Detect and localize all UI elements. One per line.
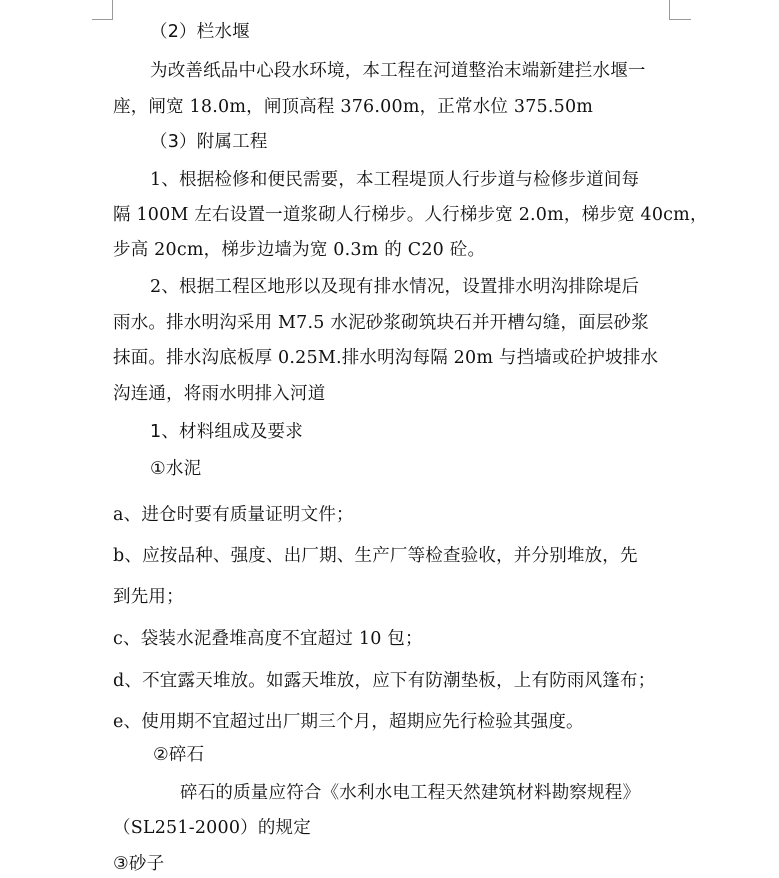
paragraph-2-line-2: 雨水。排水明沟采用 M7.5 水泥砂浆砌筑块石并开槽勾缝，面层砂浆 [113,313,649,333]
gravel-text-line-2: （SL251-2000）的规定 [113,818,311,838]
cement-item-d: d、不宜露天堆放。如露天堆放，应下有防潮垫板，上有防雨风篷布； [113,671,656,691]
materials-heading: 1、材料组成及要求 [150,422,303,442]
cement-item-e: e、使用期不宜超过出厂期三个月，超期应先行检验其强度。 [113,712,584,732]
paragraph-2-line-4: 沟连通，将雨水明排入河道 [113,384,326,404]
paragraph-1-line-2: 隔 100M 左右设置一道浆砌人行梯步。人行梯步宽 2.0m，梯步宽 40cm， [113,205,708,225]
gravel-text-line-1: 碎石的质量应符合《水利水电工程天然建筑材料勘察规程》 [180,783,641,803]
paragraph-2-line-1: 2、根据工程区地形以及现有排水情况，设置排水明沟排除堤后 [150,277,640,297]
crop-mark-top-right [669,0,670,20]
paragraph-weir-line-2: 座，闸宽 18.0m，闸顶高程 376.00m，正常水位 375.50m [113,97,594,117]
section-heading-weir: （2）栏水堰 [150,22,250,42]
crop-mark-top-left [92,19,112,20]
paragraph-2-line-3: 抹面。排水沟底板厚 0.25M.排水明沟每隔 20m 与挡墙或砼护坡排水 [113,348,659,368]
section-heading-ancillary: （3）附属工程 [150,132,268,152]
crop-mark-top-right [669,19,691,20]
cement-heading: ①水泥 [150,459,202,479]
cement-item-c: c、袋装水泥叠堆高度不宜超过 10 包； [113,629,423,649]
paragraph-weir-line-1: 为改善纸品中心段水环境，本工程在河道整治末端新建拦水堰一 [150,61,646,81]
sand-heading: ③砂子 [113,854,165,874]
paragraph-1-line-1: 1、根据检修和便民需要，本工程堤顶人行步道与检修步道间每 [150,170,640,190]
crop-mark-top-left [112,0,113,20]
gravel-heading: ②碎石 [153,745,205,765]
cement-item-b-line-2: 到先用； [113,587,184,607]
paragraph-1-line-3: 步高 20cm，梯步边墙为宽 0.3m 的 C20 砼。 [113,240,486,260]
cement-item-a: a、进仓时要有质量证明文件； [113,505,354,525]
cement-item-b-line-1: b、应按品种、强度、出厂期、生产厂等检查验收，并分别堆放，先 [113,546,638,566]
